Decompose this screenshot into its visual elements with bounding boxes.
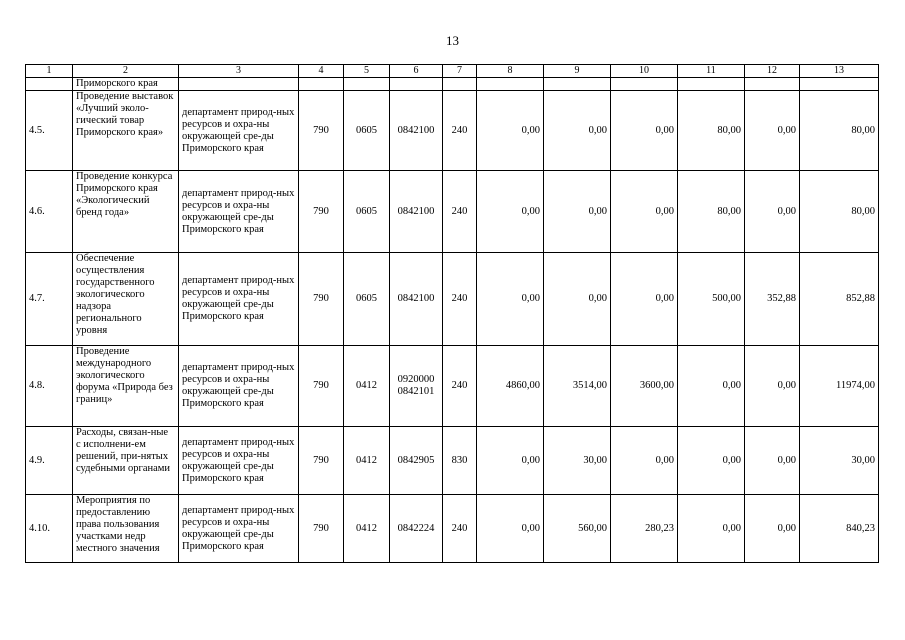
cell-col4: 790 [299,495,344,563]
cell-col12: 352,88 [745,253,800,346]
cell-col7: 240 [443,346,477,427]
cell-col5: 0605 [344,253,390,346]
cell-col7: 240 [443,171,477,253]
column-header: 3 [179,65,299,78]
cell-col6: 0842100 [390,91,443,171]
cell-col8: 0,00 [477,171,544,253]
item-name: Мероприятия по предоставлению права пользования участками недр местного значения [73,495,179,563]
column-header: 2 [73,65,179,78]
table-row [26,171,879,253]
cell-col11: 80,00 [678,171,745,253]
cell-col6: 0842100 [390,253,443,346]
column-header: 10 [611,65,678,78]
item-name: Обеспечение осуществления государственного экологического надзора регионального уровня [73,253,179,346]
item-number: 4.5. [26,91,73,171]
item-executor: департамент природ-ных ресурсов и охра-ны окружающей сре-ды Приморского края [179,171,299,253]
cell-col6: 0842905 [390,427,443,495]
cell-col10: 0,00 [611,171,678,253]
cell-col13: 11974,00 [800,346,879,427]
cell-col11: 80,00 [678,91,745,171]
cell-col12: 0,00 [745,346,800,427]
cell-col5: 0412 [344,495,390,563]
cell-col12: 0,00 [745,91,800,171]
column-header: 1 [26,65,73,78]
cell-col13: 80,00 [800,91,879,171]
column-number-row [26,65,879,78]
column-header: 9 [544,65,611,78]
cell-col5: 0605 [344,171,390,253]
item-name: Проведение международного экологического форума «Природа без границ» [73,346,179,427]
column-header: 5 [344,65,390,78]
cell-col12: 0,00 [745,171,800,253]
cell-col5: 0412 [344,346,390,427]
item-executor: департамент природ-ных ресурсов и охра-ны окружающей сре-ды Приморского края [179,91,299,171]
table-row [26,495,879,563]
cell-col11: 0,00 [678,427,745,495]
cell-col10: 0,00 [611,427,678,495]
cell-col8: 4860,00 [477,346,544,427]
column-header: 13 [800,65,879,78]
column-header: 11 [678,65,745,78]
cell-col9: 0,00 [544,91,611,171]
cell-col8: 0,00 [477,253,544,346]
continuation-row [26,78,879,91]
page-number: 13 [446,33,459,48]
cell-col10: 280,23 [611,495,678,563]
budget-table [25,64,879,563]
item-name: Расходы, связан-ные с исполнени-ем решений, при-нятых судебными органами [73,427,179,495]
column-header: 8 [477,65,544,78]
cell-col13: 840,23 [800,495,879,563]
cell-col11: 0,00 [678,495,745,563]
cell-col7: 830 [443,427,477,495]
cell-col8: 0,00 [477,91,544,171]
cell-col8: 0,00 [477,427,544,495]
item-executor: департамент природ-ных ресурсов и охра-ны окружающей сре-ды Приморского края [179,253,299,346]
cell-col9: 0,00 [544,253,611,346]
cell-col9: 560,00 [544,495,611,563]
cell-col13: 80,00 [800,171,879,253]
cell-col6: 0920000 0842101 [390,346,443,427]
item-name: Проведение выставок «Лучший эколо-гический товар Приморского края» [73,91,179,171]
table-row [26,427,879,495]
item-executor: департамент природ-ных ресурсов и охра-ны окружающей сре-ды Приморского края [179,427,299,495]
item-number: 4.10. [26,495,73,563]
cell-col8: 0,00 [477,495,544,563]
cell-col10: 3600,00 [611,346,678,427]
item-number: 4.9. [26,427,73,495]
cell-col13: 30,00 [800,427,879,495]
item-name: Проведение конкурса Приморского края «Экологический бренд года» [73,171,179,253]
cell-col6: 0842224 [390,495,443,563]
column-header: 12 [745,65,800,78]
cell-col7: 240 [443,91,477,171]
cell-col11: 500,00 [678,253,745,346]
cell-col10: 0,00 [611,91,678,171]
cell-col9: 30,00 [544,427,611,495]
cell-col7: 240 [443,495,477,563]
cell-col12: 0,00 [745,495,800,563]
cell-col6: 0842100 [390,171,443,253]
cell-col4: 790 [299,171,344,253]
cell-col4: 790 [299,91,344,171]
cell-col4: 790 [299,346,344,427]
cell-col4: 790 [299,253,344,346]
cell-col4: 790 [299,427,344,495]
table-row [26,346,879,427]
column-header: 4 [299,65,344,78]
item-executor: департамент природ-ных ресурсов и охра-ны окружающей сре-ды Приморского края [179,346,299,427]
cell-col5: 0605 [344,91,390,171]
cell-col9: 0,00 [544,171,611,253]
item-number: 4.6. [26,171,73,253]
table-row [26,253,879,346]
column-header: 6 [390,65,443,78]
cell-col5: 0412 [344,427,390,495]
cell-col10: 0,00 [611,253,678,346]
item-number: 4.8. [26,346,73,427]
item-executor: департамент природ-ных ресурсов и охра-ны окружающей сре-ды Приморского края [179,495,299,563]
column-header: 7 [443,65,477,78]
cell-col11: 0,00 [678,346,745,427]
cell-col7: 240 [443,253,477,346]
continuation-name: Приморского края [73,78,179,91]
item-number: 4.7. [26,253,73,346]
cell-col9: 3514,00 [544,346,611,427]
cell-col13: 852,88 [800,253,879,346]
cell-col12: 0,00 [745,427,800,495]
table-row [26,91,879,171]
